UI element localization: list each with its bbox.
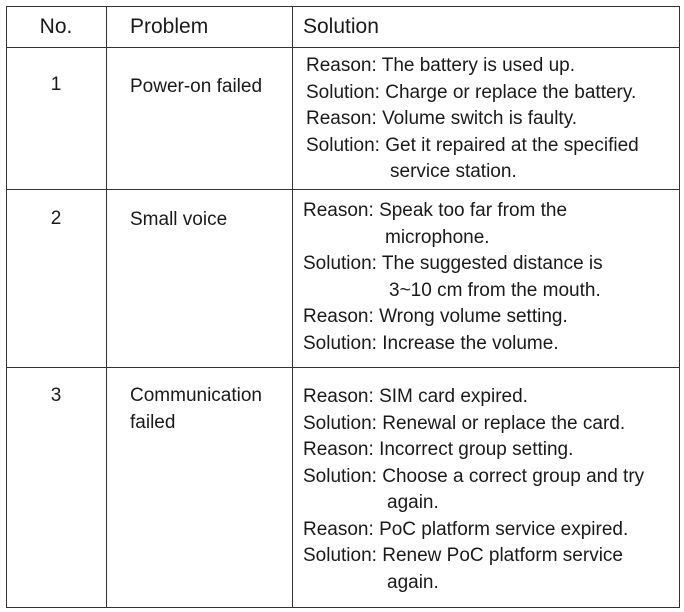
- line-prefix: Reason:: [306, 108, 377, 129]
- problem-cell: [130, 74, 262, 101]
- header-no: No.: [39, 15, 73, 38]
- solution-continuation: again.: [387, 571, 439, 593]
- line-text: The suggested distance is: [381, 253, 603, 274]
- problem-cell: [130, 207, 227, 234]
- line-prefix: Reason:: [303, 439, 374, 460]
- line-prefix: Reason:: [306, 55, 377, 76]
- row-number: 3: [50, 385, 62, 406]
- solution-continuation: service station.: [390, 161, 517, 182]
- line-prefix: Solution:: [303, 465, 377, 487]
- problem-line: Small voice: [130, 209, 228, 230]
- solution-continuation: microphone.: [385, 226, 490, 248]
- solution-line: [306, 53, 639, 80]
- line-prefix: Solution:: [306, 134, 380, 156]
- column-divider: [106, 6, 107, 608]
- line-text: Volume switch is faulty.: [382, 108, 578, 129]
- solution-line: [303, 517, 644, 544]
- column-divider: [292, 6, 293, 608]
- solution-line: [303, 304, 603, 331]
- solution-continuation: 3~10 cm from the mouth.: [389, 279, 601, 301]
- header-solution: Solution: [303, 15, 379, 38]
- line-text: Choose a correct group and try: [382, 465, 645, 487]
- problem-cell: [130, 383, 262, 436]
- table-border-right: [679, 6, 680, 608]
- line-text: Renewal or replace the card.: [382, 412, 626, 434]
- line-prefix: Reason:: [303, 518, 374, 540]
- line-prefix: Solution:: [306, 81, 380, 103]
- problem-line: Power-on failed: [130, 76, 263, 97]
- solution-continuation: again.: [387, 492, 439, 513]
- solution-cell: [303, 384, 644, 596]
- line-text: Increase the volume.: [382, 332, 559, 354]
- row-divider: [6, 189, 680, 190]
- problem-line: Communication: [130, 385, 262, 406]
- line-text: PoC platform service expired.: [379, 518, 629, 540]
- table-border-bottom: [6, 607, 680, 608]
- solution-line: [306, 80, 639, 107]
- solution-line: [303, 464, 644, 491]
- line-text: Charge or replace the battery.: [385, 81, 637, 103]
- line-prefix: Reason:: [303, 386, 374, 407]
- solution-cell: [306, 53, 639, 186]
- line-text: SIM card expired.: [379, 386, 528, 407]
- line-text: Renew PoC platform service: [382, 545, 623, 566]
- solution-line: [303, 411, 644, 438]
- solution-line: [303, 198, 603, 225]
- line-text: The battery is used up.: [381, 55, 575, 76]
- header-problem: Problem: [130, 15, 209, 38]
- line-prefix: Solution:: [303, 332, 377, 354]
- solution-line: [306, 106, 639, 133]
- row-number: 1: [50, 74, 62, 95]
- troubleshooting-table: [6, 6, 680, 608]
- line-text: Speak too far from the: [379, 200, 568, 221]
- line-text: Wrong volume setting.: [379, 306, 568, 327]
- row-divider: [6, 367, 680, 368]
- solution-line: [306, 133, 639, 160]
- table-border-top: [6, 6, 680, 7]
- solution-line: [303, 331, 603, 358]
- header-divider: [6, 47, 680, 48]
- problem-line: failed: [130, 411, 176, 433]
- line-prefix: Reason:: [303, 200, 374, 221]
- solution-line: [303, 543, 644, 570]
- solution-line: [303, 251, 603, 278]
- line-prefix: Solution:: [303, 412, 377, 434]
- line-prefix: Solution:: [303, 545, 377, 566]
- solution-cell: [303, 198, 603, 357]
- line-text: Incorrect group setting.: [379, 439, 574, 460]
- line-prefix: Reason:: [303, 306, 374, 327]
- row-number: 2: [50, 208, 62, 229]
- solution-line: [303, 437, 644, 464]
- line-prefix: Solution:: [303, 253, 377, 274]
- solution-line: [303, 384, 644, 411]
- line-text: Get it repaired at the specified: [385, 134, 639, 156]
